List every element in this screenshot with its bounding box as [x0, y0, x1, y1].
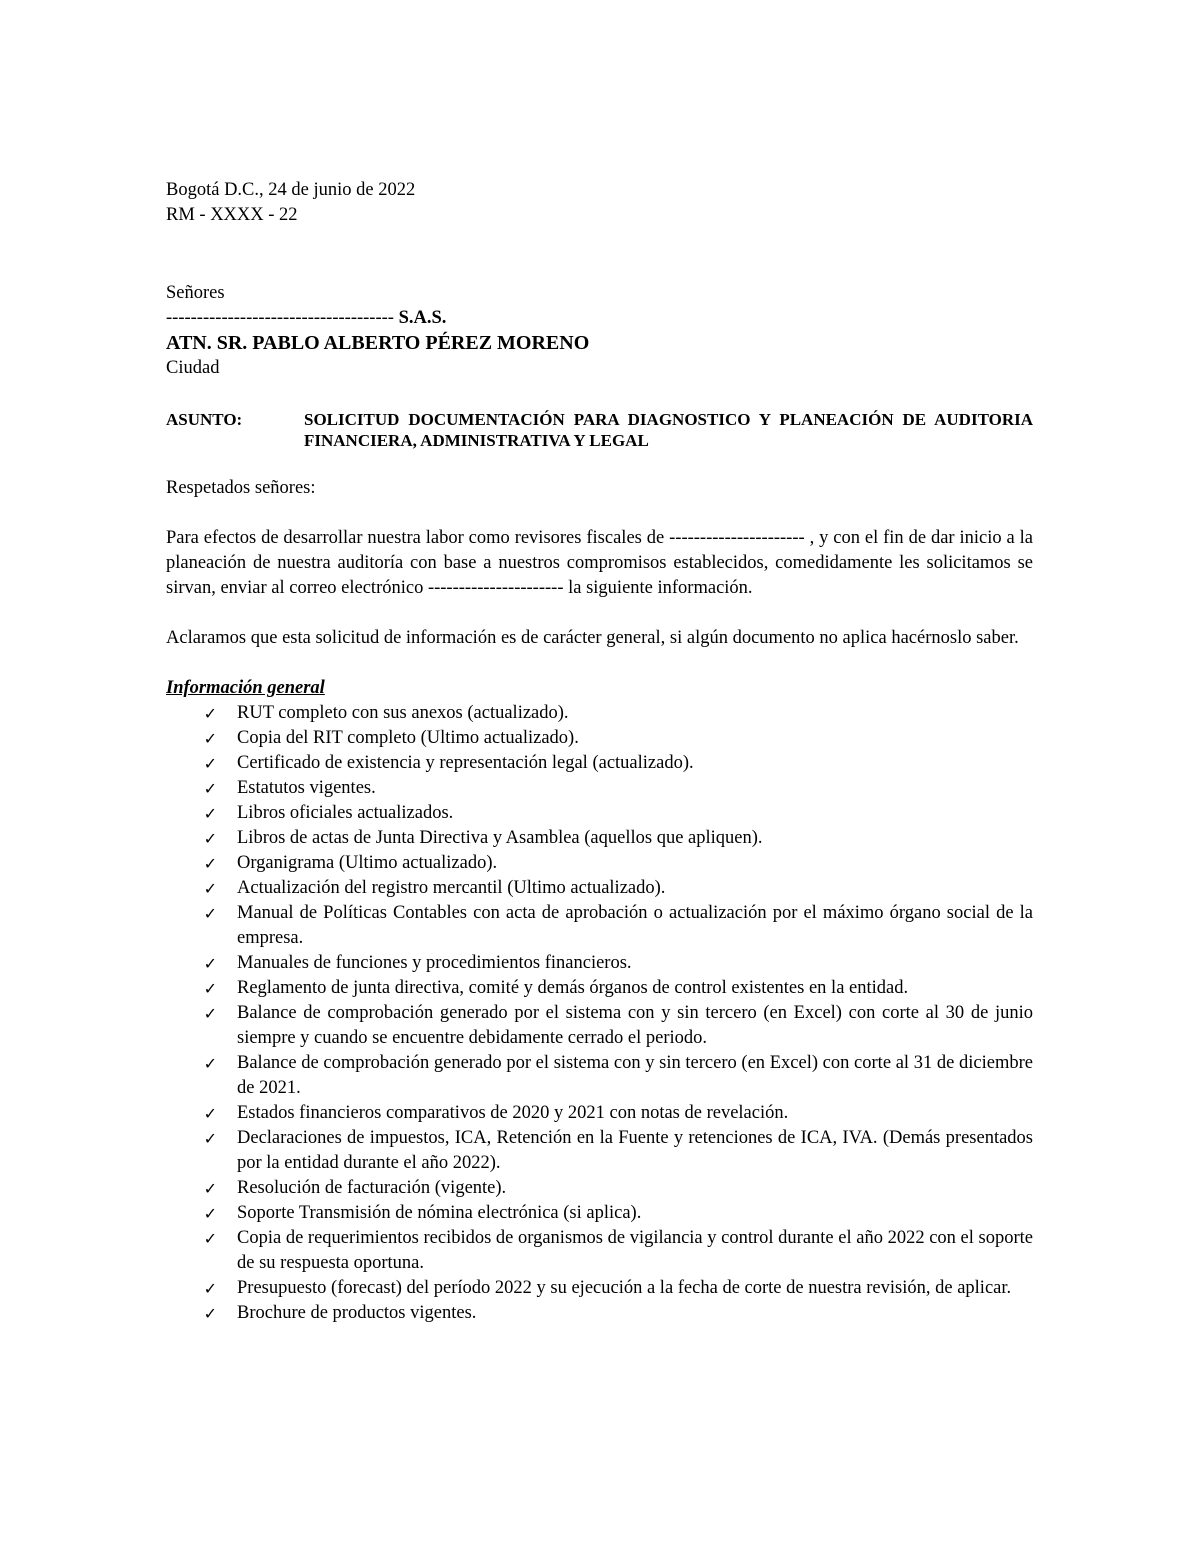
checklist-item — [166, 701, 1033, 726]
checklist-item-text: Estatutos vigentes. — [237, 778, 376, 798]
checkmark-icon: ✓ — [203, 804, 217, 823]
city-line: Ciudad — [166, 358, 220, 378]
checklist-item-text: Resolución de facturación (vigente). — [237, 1178, 507, 1198]
section-title: Información general — [166, 678, 325, 698]
reference-number: RM - XXXX - 22 — [166, 205, 298, 225]
checklist-item — [166, 951, 1033, 976]
checklist-item — [166, 1301, 1033, 1326]
checklist-item-text: Presupuesto (forecast) del período 2022 y su ejecución a la fecha de corte de nuestra revisión, de aplicar. — [237, 1278, 1012, 1298]
checklist-item-text: Manual de Políticas Contables con acta de aprobación o actualización por el máximo órgano social de la empresa. — [237, 903, 1033, 948]
checklist-item-text: Estados financieros comparativos de 2020 y 2021 con notas de revelación. — [237, 1103, 789, 1123]
date-line: Bogotá D.C., 24 de junio de 2022 — [166, 180, 416, 200]
checkmark-icon: ✓ — [203, 1304, 217, 1323]
checklist-item-text: Certificado de existencia y representación legal (actualizado). — [237, 753, 694, 773]
checkmark-icon: ✓ — [203, 1229, 217, 1248]
checkmark-icon: ✓ — [203, 854, 217, 873]
checklist-item-text: Declaraciones de impuestos, ICA, Retención en la Fuente y retenciones de ICA, IVA. (Demás presentados por la entidad durante el año 2022). — [237, 1128, 1033, 1173]
checklist-item — [166, 826, 1033, 851]
checkmark-icon: ✓ — [203, 1104, 217, 1123]
checkmark-icon: ✓ — [203, 754, 217, 773]
checklist-item-text: Actualización del registro mercantil (Ultimo actualizado). — [237, 878, 666, 898]
checklist-item-text: Balance de comprobación generado por el sistema con y sin tercero (en Excel) con corte al 31 de diciembre de 2021. — [237, 1053, 1033, 1098]
subject-text: SOLICITUD DOCUMENTACIÓN PARA DIAGNOSTICO Y PLANEACIÓN DE AUDITORIA FINANCIERA, ADMINISTRATIVA Y LEGAL — [304, 410, 1033, 450]
checklist-item — [166, 1101, 1033, 1126]
paragraph-clarification: Aclaramos que esta solicitud de información es de carácter general, si algún documento no aplica hacérnoslo saber. — [166, 628, 1019, 648]
checklist-item-text: Copia del RIT completo (Ultimo actualizado). — [237, 728, 579, 748]
checkmark-icon: ✓ — [203, 954, 217, 973]
checklist-item — [166, 1176, 1033, 1201]
checklist-item — [166, 1051, 1033, 1101]
checkmark-icon: ✓ — [203, 879, 217, 898]
checklist-item — [166, 1201, 1033, 1226]
subject-label: ASUNTO: — [166, 410, 243, 429]
checklist-item-text: Soporte Transmisión de nómina electrónica (si aplica). — [237, 1203, 642, 1223]
checkmark-icon: ✓ — [203, 904, 217, 923]
checklist-item-text: Balance de comprobación generado por el sistema con y sin tercero (en Excel) con corte al 30 de junio siempre y cuando se encuentre debidamente cerrado el periodo. — [237, 1003, 1033, 1048]
letter-body — [166, 178, 1033, 1326]
checklist-item-text: Organigrama (Ultimo actualizado). — [237, 853, 498, 873]
checklist-item-text: Libros oficiales actualizados. — [237, 803, 454, 823]
checklist-item-text: Copia de requerimientos recibidos de organismos de vigilancia y control durante el año 2022 con el soporte de su respuesta oportuna. — [237, 1228, 1033, 1273]
checkmark-icon: ✓ — [203, 704, 217, 723]
checklist-item-text: Manuales de funciones y procedimientos financieros. — [237, 953, 632, 973]
paragraph-intro: Para efectos de desarrollar nuestra labor como revisores fiscales de ---------------------- , y con el fin de dar inicio a la planeación de nuestra auditoría con base a nuestros compromisos establecidos, comedidamente les solicitamos se sirvan, enviar al correo electrónico ---------------------- la siguiente información. — [166, 528, 1033, 598]
checklist-item — [166, 876, 1033, 901]
checklist-item-text: Libros de actas de Junta Directiva y Asamblea (aquellos que apliquen). — [237, 828, 763, 848]
checklist-item — [166, 1001, 1033, 1051]
checklist-item — [166, 1276, 1033, 1301]
checkmark-icon: ✓ — [203, 1004, 217, 1023]
company-suffix: S.A.S. — [398, 308, 447, 328]
document-checklist — [166, 701, 1033, 1326]
checklist-item-text: Brochure de productos vigentes. — [237, 1303, 477, 1323]
checklist-item-text: RUT completo con sus anexos (actualizado). — [237, 703, 569, 723]
checklist-item — [166, 801, 1033, 826]
checkmark-icon: ✓ — [203, 1179, 217, 1198]
checklist-item — [166, 1226, 1033, 1276]
salutation: Señores — [166, 283, 225, 303]
checklist-item — [166, 976, 1033, 1001]
checkmark-icon: ✓ — [203, 979, 217, 998]
checkmark-icon: ✓ — [203, 829, 217, 848]
checkmark-icon: ✓ — [203, 1279, 217, 1298]
attention-line: ATN. SR. PABLO ALBERTO PÉREZ MORENO — [166, 332, 590, 354]
company-name — [166, 306, 1033, 331]
checklist-item — [166, 751, 1033, 776]
checkmark-icon: ✓ — [203, 1129, 217, 1148]
checklist-item — [166, 901, 1033, 951]
company-placeholder: ------------------------------------- — [166, 308, 394, 328]
greeting: Respetados señores: — [166, 478, 316, 498]
checkmark-icon: ✓ — [203, 1054, 217, 1073]
subject-block — [166, 409, 1033, 451]
checkmark-icon: ✓ — [203, 779, 217, 798]
checklist-item — [166, 776, 1033, 801]
checklist-item — [166, 1126, 1033, 1176]
checklist-item — [166, 726, 1033, 751]
checklist-item-text: Reglamento de junta directiva, comité y demás órganos de control existentes en la entidad. — [237, 978, 909, 998]
checkmark-icon: ✓ — [203, 729, 217, 748]
checkmark-icon: ✓ — [203, 1204, 217, 1223]
checklist-item — [166, 851, 1033, 876]
